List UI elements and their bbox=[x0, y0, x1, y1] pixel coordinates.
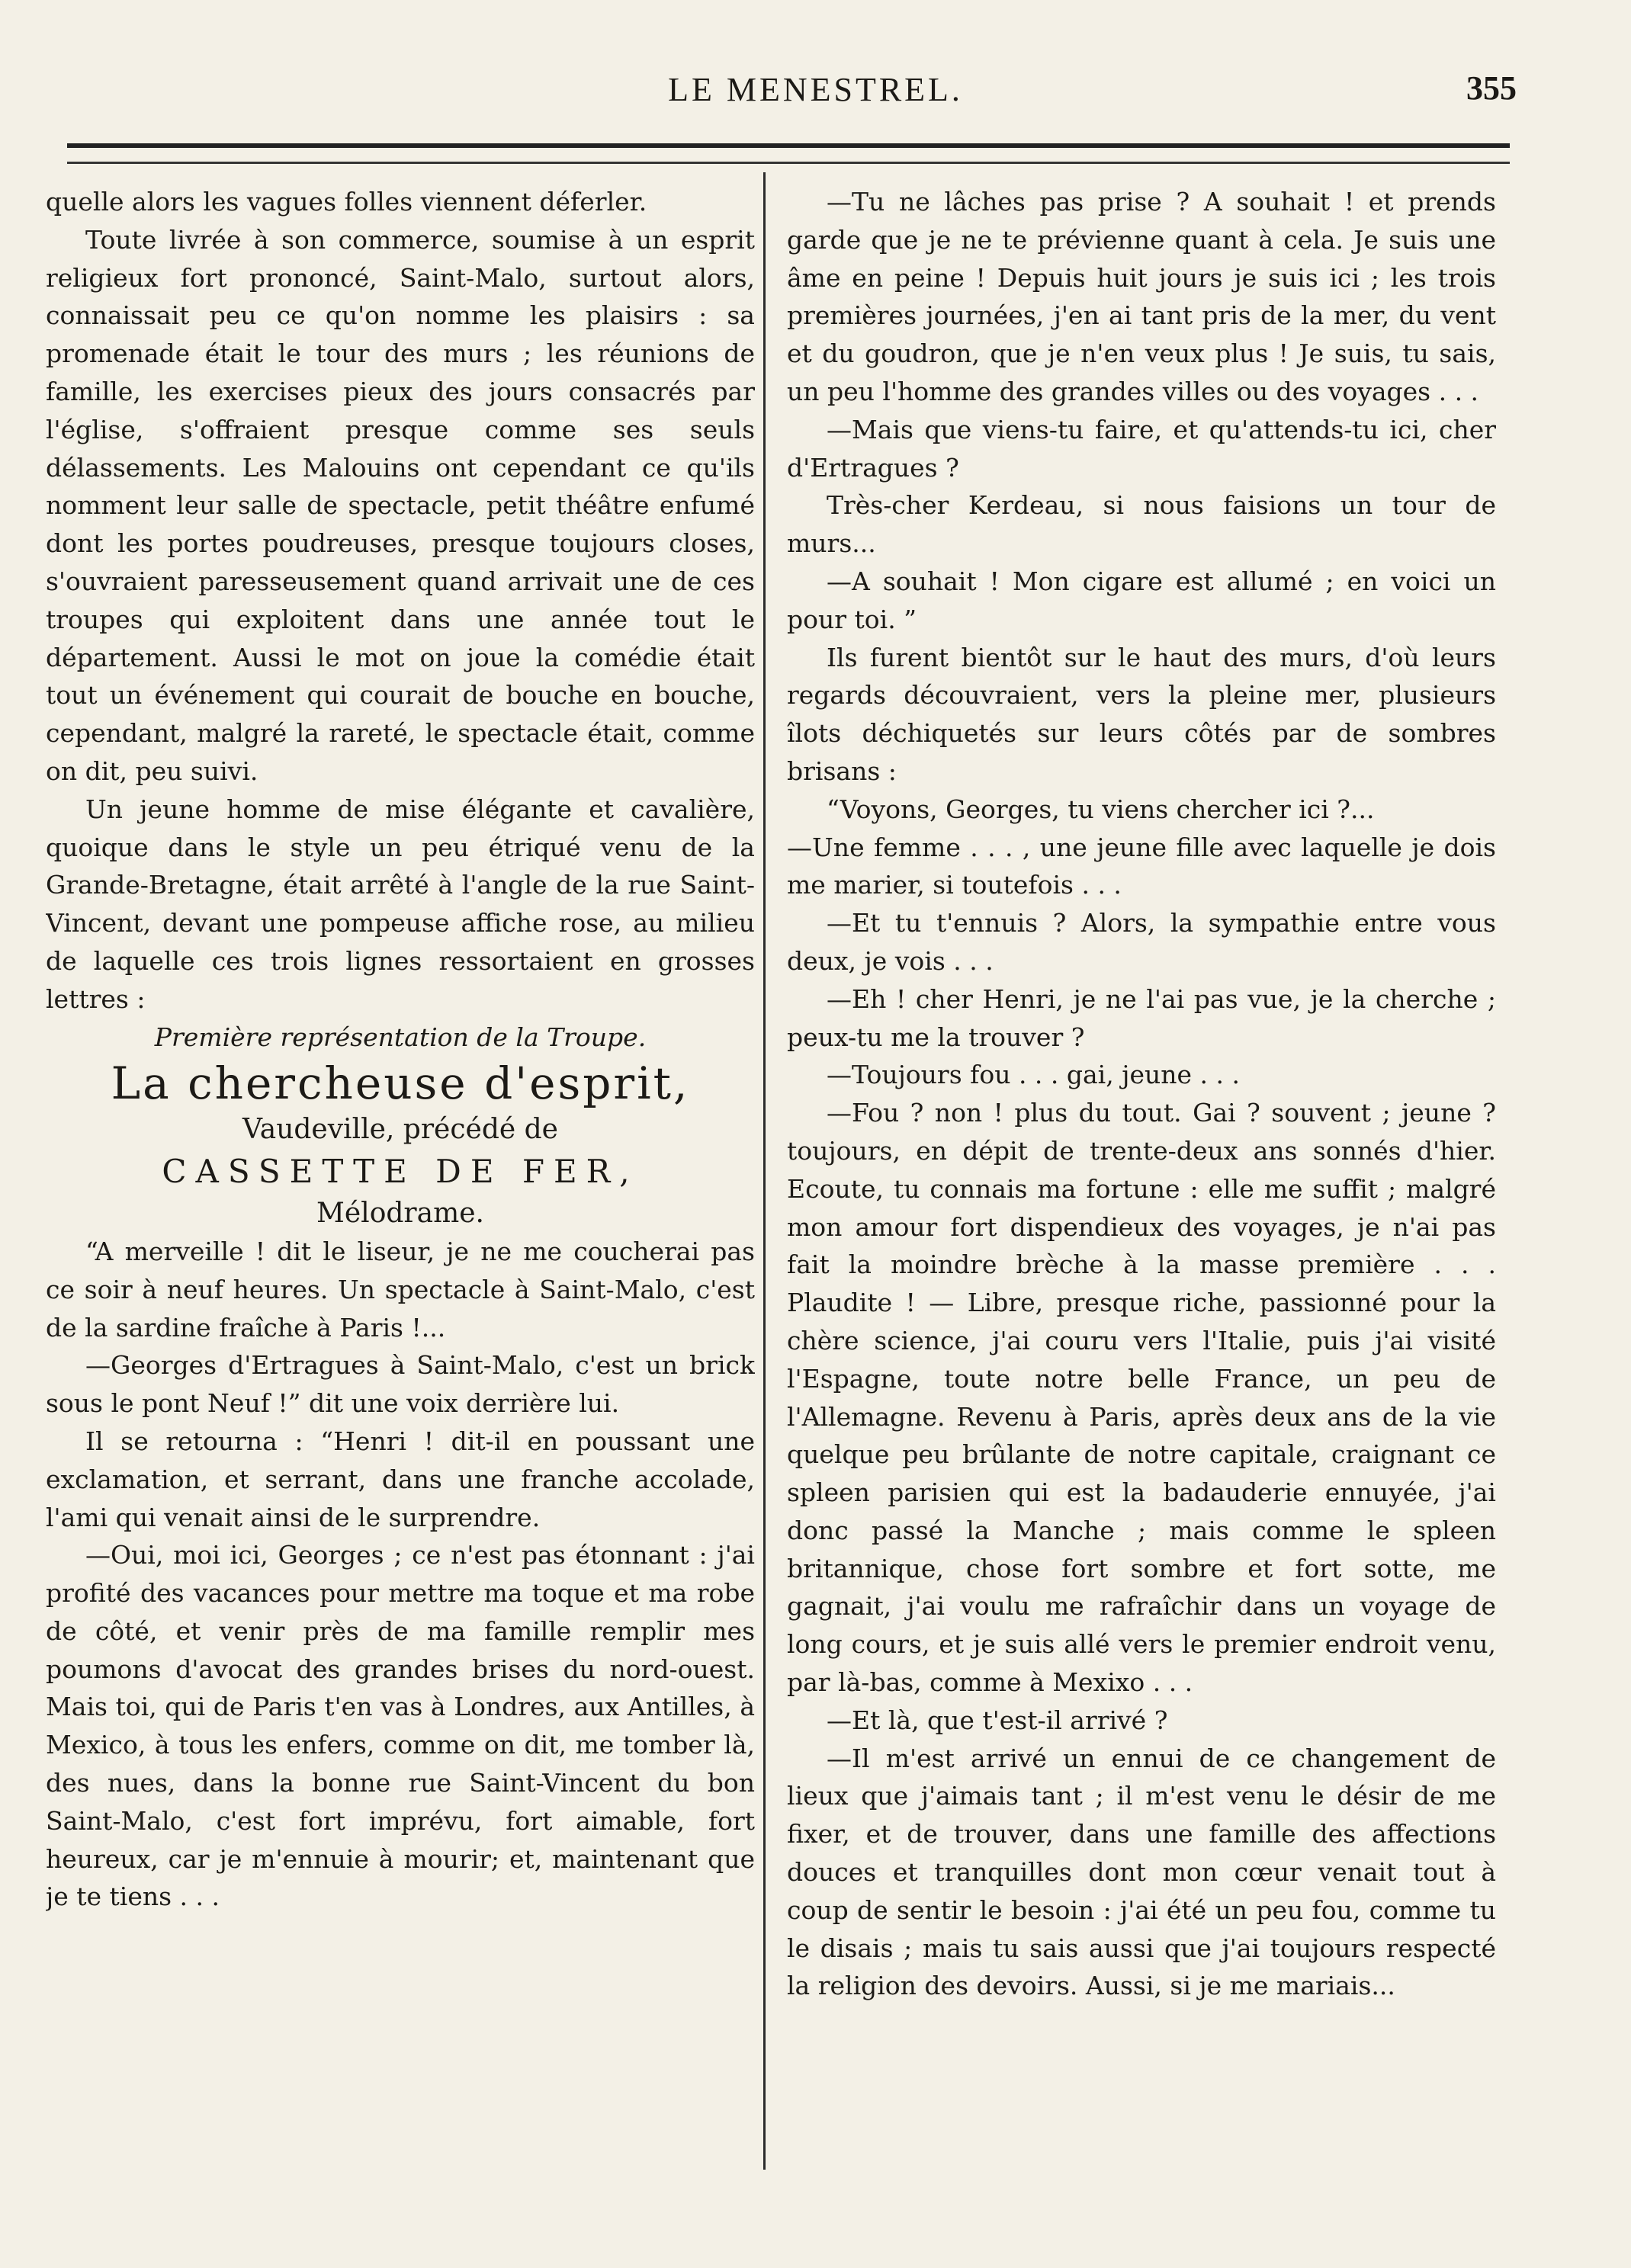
poster-line: Mélodrame. bbox=[316, 1198, 484, 1230]
poster-title: La chercheuse d'esprit, bbox=[111, 1057, 690, 1110]
masthead-title: LE MENESTREL. bbox=[668, 71, 963, 108]
paragraph: —Oui, moi ici, Georges ; ce n'est pas étonnant : j'ai profité des vacances pour mettre ma toque et ma robe de côté, et venir près de ma famille remplir mes poumons d'avocat des grandes brises du nord-ouest. Mais toi, qui de Paris t'en vas à Londres, aux Antilles, à Mexico, à tous les enfers, comme on dit, me tomber là, des nues, dans la bonne rue Saint-Vincent du bon Saint-Malo, c'est fort imprévu, fort aimable, fort heureux, car je m'ennuie à mourir; et, maintenant que je te tiens . . . bbox=[46, 1540, 755, 1912]
poster-caps-title: CASSETTE DE FER, bbox=[162, 1153, 639, 1191]
paragraph: Très-cher Kerdeau, si nous faisions un tour de murs... bbox=[787, 490, 1496, 559]
poster-line: Première représentation de la Troupe. bbox=[154, 1022, 647, 1052]
paragraph: —Tu ne lâches pas prise ? A souhait ! et prends garde que je ne te prévienne quant à cela. Je suis une âme en peine ! Depuis huit jours je suis ici ; les trois premières journées, j'en ai tant pris de la mer, du vent et du goudron, que je n'en veux plus ! Je suis, tu sais, un peu l'homme des grandes villes ou des voyages . . . bbox=[787, 187, 1496, 406]
poster-line: Vaudeville, précédé de bbox=[242, 1114, 558, 1146]
left-column bbox=[46, 183, 755, 2196]
page-number: 355 bbox=[1466, 69, 1517, 107]
paragraph: —Georges d'Ertragues à Saint-Malo, c'est un brick sous le pont Neuf !” dit une voix derrière lui. bbox=[46, 1350, 755, 1419]
header-rule bbox=[67, 143, 1510, 164]
paragraph: —Et tu t'ennuis ? Alors, la sympathie entre vous deux, je vois . . . bbox=[787, 908, 1496, 976]
paragraph: Il se retourna : “Henri ! dit-il en poussant une exclamation, et serrant, dans une franche accolade, l'ami qui venait ainsi de le surprendre. bbox=[46, 1426, 755, 1532]
paragraph: Toute livrée à son commerce, soumise à un esprit religieux fort prononcé, Saint-Malo, surtout alors, connaissait peu ce qu'on nomme les plaisirs : sa promenade était le tour des murs ; les réunions de famille, les exercises pieux des jours consacrés par l'église, s'offraient presque comme ses seuls délassements. Les Malouins ont cependant ce qu'ils nomment leur salle de spectacle, petit théâtre enfumé dont les portes poudreuses, presque toujours closes, s'ouvraient paresseusement quand arrivait une de ces troupes qui exploitent dans une année tout le département. Aussi le mot on joue la comédie était tout un événement qui courait de bouche en bouche, cependant, malgré la rareté, le spectacle était, comme on dit, peu suivi. bbox=[46, 224, 755, 786]
paragraph: —Eh ! cher Henri, je ne l'ai pas vue, je la cherche ; peux-tu me la trouver ? bbox=[787, 983, 1496, 1052]
paragraph: —Fou ? non ! plus du tout. Gai ? souvent ; jeune ? toujours, en dépit de trente-deux ans sonnés d'hier. Ecoute, tu connais ma fortune : elle me suffit ; malgré mon amour fort dispendieux des voyages, je n'ai pas fait la moindre brèche à la masse première . . . Plaudite ! — Libre, presque riche, passionné pour la chère science, j'ai couru vers l'Italie, puis j'ai visité l'Espagne, toute notre belle France, un peu de l'Allemagne. Revenu à Paris, après deux ans de la vie quelque peu brûlante de notre capitale, craignant ce spleen parisien qui est la badauderie ennuyée, j'ai donc passé la Manche ; mais comme le spleen britannique, chose fort sombre et fort sotte, me gagnait, j'ai voulu me rafraîchir dans un voyage de long cours, et je suis allé vers le premier endroit venu, par là-bas, comme à Mexixo . . . bbox=[787, 1098, 1496, 1698]
paragraph: quelle alors les vagues folles viennent déferler. bbox=[46, 187, 647, 217]
paragraph: Un jeune homme de mise élégante et cavalière, quoique dans le style un peu étriqué venu de la Grande-Bretagne, était arrêté à l'angle de la rue Saint-Vincent, devant une pompeuse affiche rose, au milieu de laquelle ces trois lignes ressortaient en grosses lettres : bbox=[46, 794, 755, 1014]
paragraph: “Voyons, Georges, tu viens chercher ici ?... bbox=[827, 794, 1375, 824]
paragraph: —A souhait ! Mon cigare est allumé ; en voici un pour toi. ” bbox=[787, 566, 1496, 634]
paragraph: —Une femme . . . , une jeune fille avec laquelle je dois me marier, si toutefois . . . bbox=[787, 832, 1496, 900]
paragraph: —Mais que viens-tu faire, et qu'attends-tu ici, cher d'Ertragues ? bbox=[787, 414, 1496, 483]
paragraph: —Toujours fou . . . gai, jeune . . . bbox=[827, 1060, 1240, 1090]
page-header bbox=[0, 59, 1631, 113]
column-divider bbox=[763, 172, 766, 2170]
paragraph: —Et là, que t'est-il arrivé ? bbox=[827, 1705, 1168, 1735]
paragraph: Ils furent bientôt sur le haut des murs, d'où leurs regards découvraient, vers la pleine mer, plusieurs îlots déchiquetés sur leurs côtés par de sombres brisans : bbox=[787, 642, 1496, 786]
right-column bbox=[787, 183, 1496, 2196]
paragraph: “A merveille ! dit le liseur, je ne me coucherai pas ce soir à neuf heures. Un spectacle à Saint-Malo, c'est de la sardine fraîche à Paris !... bbox=[46, 1236, 755, 1343]
paragraph: —Il m'est arrivé un ennui de ce changement de lieux que j'aimais tant ; il m'est venu le désir de me fixer, et de trouver, dans une famille des affections douces et tranquilles dont mon cœur venait tout à coup de sentir le besoin : j'ai été un peu fou, comme tu le disais ; mais tu sais aussi que j'ai toujours respecté la religion des devoirs. Aussi, si je me mariais... bbox=[787, 1743, 1496, 2001]
